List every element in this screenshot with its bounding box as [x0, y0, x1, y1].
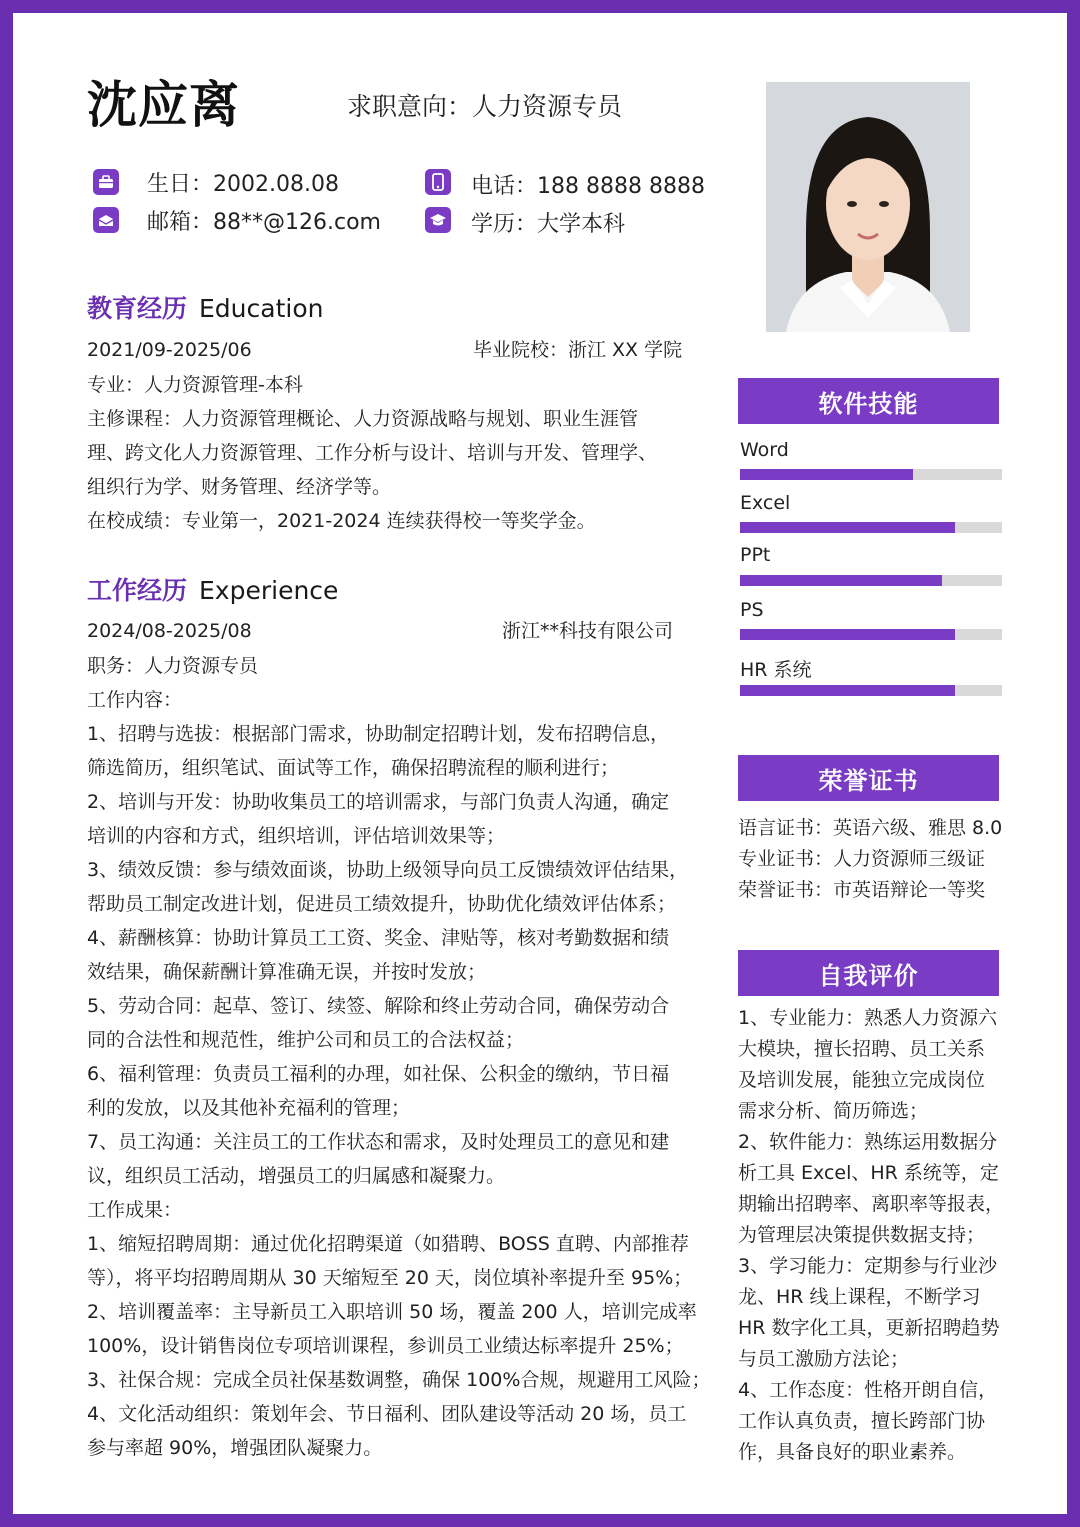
certificates-heading: 荣誉证书 [738, 755, 999, 801]
skill-label: PPt [740, 544, 771, 566]
self-eval-line: 2、软件能力：熟练运用数据分 [738, 1131, 998, 1153]
self-eval-line: 作，具备良好的职业素养。 [738, 1441, 967, 1463]
experience-line: 议，组织员工活动，增强员工的归属感和凝聚力。 [87, 1165, 506, 1187]
profile-photo [766, 82, 970, 332]
experience-line: 3、社保合规：完成全员社保基数调整，确保 100%合规，规避用工风险； [87, 1369, 711, 1391]
self-eval-text [738, 1003, 1004, 1468]
experience-company: 浙江**科技有限公司 [502, 620, 674, 642]
phone-text: 电话：188 8888 8888 [471, 174, 705, 199]
experience-line: 效结果，确保薪酬计算准确无误，并按时发放； [87, 961, 487, 983]
self-eval-line: 期输出招聘率、离职率等报表， [738, 1193, 1005, 1215]
skill-bar [740, 575, 1002, 586]
skill-label: Excel [740, 492, 791, 514]
education-level-text: 学历：大学本科 [471, 212, 626, 237]
skill-bar [740, 522, 1002, 533]
experience-position: 职务：人力资源专员 [87, 655, 259, 677]
graduation-cap-icon [425, 207, 451, 233]
education-major: 专业：人力资源管理-本科 [87, 374, 303, 396]
experience-line: 参与率超 90%，增强团队凝聚力。 [87, 1437, 383, 1459]
experience-line: 1、招聘与选拔：根据部门需求，协助制定招聘计划，发布招聘信息， [87, 723, 670, 745]
experience-line: 6、福利管理：负责员工福利的办理，如社保、公积金的缴纳，节日福 [87, 1063, 670, 1085]
self-eval-line: 与员工激励方法论； [738, 1348, 910, 1370]
education-line: 组织行为学、财务管理、经济学等。 [87, 476, 392, 498]
skill-bar-fill [740, 685, 955, 696]
education-line: 主修课程：人力资源管理概论、人力资源战略与规划、职业生涯管 [87, 408, 639, 430]
self-eval-line: 4、工作态度：性格开朗自信， [738, 1379, 998, 1401]
skill-bar-fill [740, 575, 942, 586]
education-details [87, 402, 657, 538]
education-title-cn: 教育经历 [87, 294, 188, 323]
certificate-item: 语言证书：英语六级、雅思 8.0 [738, 817, 1003, 839]
skill-bar-fill [740, 629, 955, 640]
certificates-list [738, 813, 1002, 906]
self-eval-line: 1、专业能力：熟悉人力资源六 [738, 1007, 998, 1029]
experience-line: 2、培训覆盖率：主导新员工入职培训 50 场，覆盖 200 人，培训完成率 [87, 1301, 697, 1323]
self-eval-line: 为管理层决策提供数据支持； [738, 1224, 986, 1246]
education-section-title [87, 289, 323, 325]
certificate-item: 专业证书：人力资源师三级证 [738, 848, 986, 870]
experience-period: 2024/08-2025/08 [87, 620, 252, 642]
education-title-en: Education [199, 294, 324, 323]
experience-line: 7、员工沟通：关注员工的工作状态和需求，及时处理员工的意见和建 [87, 1131, 670, 1153]
skill-bar-fill [740, 469, 913, 480]
experience-line: 2、培训与开发：协助收集员工的培训需求，与部门负责人沟通，确定 [87, 791, 670, 813]
job-intent: 求职意向：人力资源专员 [347, 92, 623, 121]
skill-label: HR 系统 [740, 659, 812, 681]
skill-bar [740, 469, 1002, 480]
certificate-item: 荣誉证书：市英语辩论一等奖 [738, 879, 986, 901]
experience-line: 4、薪酬核算：协助计算员工工资、奖金、津贴等，核对考勤数据和绩 [87, 927, 670, 949]
skill-label: Word [740, 439, 789, 461]
skills-heading: 软件技能 [738, 378, 999, 424]
experience-line: 等），将平均招聘周期从 30 天缩短至 20 天，岗位填补率提升至 95%； [87, 1267, 693, 1289]
self-eval-line: 及培训发展，能独立完成岗位 [738, 1069, 986, 1091]
experience-title-en: Experience [199, 576, 339, 605]
skill-bar-fill [740, 522, 955, 533]
self-eval-line: 需求分析、简历筛选； [738, 1100, 929, 1122]
experience-line: 3、绩效反馈：参与绩效面谈，协助上级领导向员工反馈绩效评估结果， [87, 859, 689, 881]
experience-line: 帮助员工制定改进计划，促进员工绩效提升，协助优化绩效评估体系； [87, 893, 677, 915]
experience-title-cn: 工作经历 [87, 576, 188, 605]
experience-details [87, 683, 710, 1465]
education-period: 2021/09-2025/06 [87, 339, 252, 361]
self-eval-line: 3、学习能力：定期参与行业沙 [738, 1255, 998, 1277]
experience-section-title [87, 571, 338, 607]
experience-line: 5、劳动合同：起草、签订、续签、解除和终止劳动合同，确保劳动合 [87, 995, 670, 1017]
self-eval-line: 析工具 Excel、HR 系统等，定 [738, 1162, 999, 1184]
self-eval-line: 工作认真负责，擅长跨部门协 [738, 1410, 986, 1432]
skill-label: PS [740, 599, 764, 621]
experience-line: 100%，设计销售岗位专项培训课程，参训员工业绩达标率提升 25%； [87, 1335, 684, 1357]
education-line: 在校成绩：专业第一，2021-2024 连续获得校一等奖学金。 [87, 510, 596, 532]
self-eval-line: 龙、HR 线上课程，不断学习 [738, 1286, 981, 1308]
self-eval-line: 大模块，擅长招聘、员工关系 [738, 1038, 986, 1060]
experience-line: 工作成果： [87, 1199, 183, 1221]
experience-line: 培训的内容和方式，组织培训，评估培训效果等； [87, 825, 506, 847]
resume-page [13, 13, 1067, 1514]
experience-line: 筛选简历，组织笔试、面试等工作，确保招聘流程的顺利进行； [87, 757, 620, 779]
experience-line: 同的合法性和规范性，维护公司和员工的合法权益； [87, 1029, 525, 1051]
candidate-name: 沈应离 [87, 76, 240, 134]
experience-line: 利的发放，以及其他补充福利的管理； [87, 1097, 411, 1119]
experience-line: 4、文化活动组织：策划年会、节日福利、团队建设等活动 20 场，员工 [87, 1403, 687, 1425]
skill-bar [740, 685, 1002, 696]
education-line: 理、跨文化人力资源管理、工作分析与设计、培训与开发、管理学、 [87, 442, 658, 464]
experience-line: 工作内容： [87, 689, 183, 711]
education-school: 毕业院校：浙江 XX 学院 [473, 339, 683, 361]
email-text: 邮箱：88**@126.com [147, 210, 381, 235]
briefcase-icon [93, 169, 119, 195]
mail-icon [93, 207, 119, 233]
birthday-text: 生日：2002.08.08 [147, 172, 339, 197]
skill-bar [740, 629, 1002, 640]
self-eval-heading: 自我评价 [738, 950, 999, 996]
experience-line: 1、缩短招聘周期：通过优化招聘渠道（如猎聘、BOSS 直聘、内部推荐 [87, 1233, 689, 1255]
self-eval-line: HR 数字化工具，更新招聘趋势 [738, 1317, 1000, 1339]
phone-icon [425, 169, 451, 195]
